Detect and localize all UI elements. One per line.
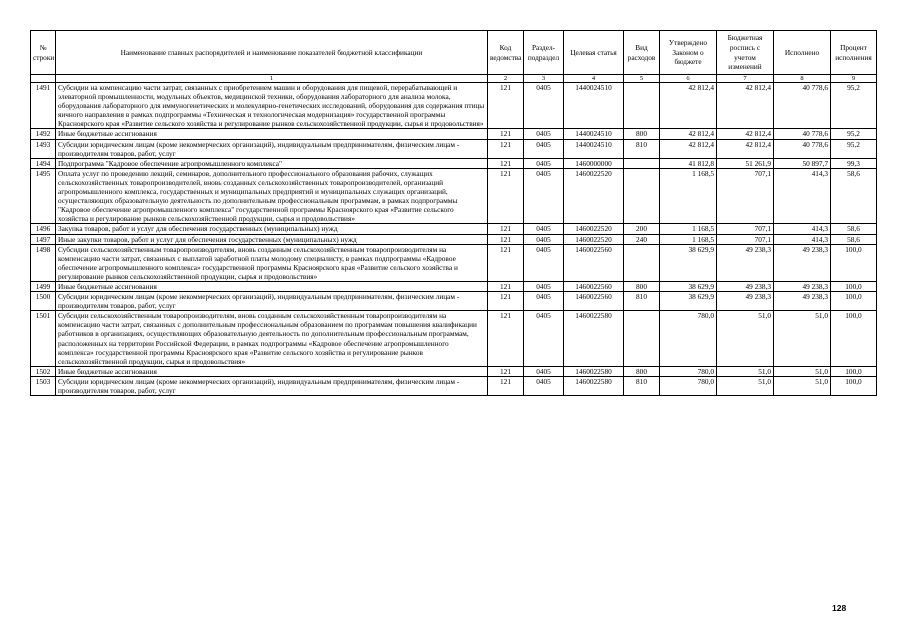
department-code-cell: 121 xyxy=(488,292,524,311)
approved-amount-cell: 38 629,9 xyxy=(660,244,717,281)
expense-type-cell: 800 xyxy=(624,129,660,139)
approved-amount-cell: 1 168,5 xyxy=(660,224,717,234)
target-article-cell: 1460022560 xyxy=(564,292,624,311)
table-row xyxy=(31,281,877,291)
name-cell: Закупка товаров, работ и услуг для обеспечения государственных (муниципальных) нужд xyxy=(56,224,488,234)
header-cell-department-code: Код ведомства xyxy=(488,31,524,75)
target-article-cell: 1460022520 xyxy=(564,168,624,224)
section-cell: 0405 xyxy=(524,244,564,281)
section-cell: 0405 xyxy=(524,234,564,244)
department-code-cell: 121 xyxy=(488,281,524,291)
percent-cell: 58,6 xyxy=(831,168,877,224)
section-cell: 0405 xyxy=(524,311,564,367)
schedule-amount-cell: 42 812,4 xyxy=(717,129,774,139)
column-number: 6 xyxy=(660,75,717,83)
target-article-cell: 1440024510 xyxy=(564,129,624,139)
schedule-amount-cell: 707,1 xyxy=(717,234,774,244)
header-cell-expense-type: Вид расходов xyxy=(624,31,660,75)
name-cell: Иные бюджетные ассигнования xyxy=(56,129,488,139)
target-article-cell: 1460000000 xyxy=(564,158,624,168)
percent-cell: 100,0 xyxy=(831,292,877,311)
target-article-cell: 1460022560 xyxy=(564,244,624,281)
expense-type-cell: 200 xyxy=(624,224,660,234)
target-article-cell: 1460022560 xyxy=(564,281,624,291)
department-code-cell: 121 xyxy=(488,83,524,129)
percent-cell: 58,6 xyxy=(831,224,877,234)
expense-type-cell: 800 xyxy=(624,281,660,291)
section-cell: 0405 xyxy=(524,139,564,158)
name-cell: Иные бюджетные ассигнования xyxy=(56,366,488,376)
header-cell-row-number: № строки xyxy=(31,31,56,75)
column-number: 7 xyxy=(717,75,774,83)
executed-amount-cell: 51,0 xyxy=(774,366,831,376)
percent-cell: 100,0 xyxy=(831,281,877,291)
table-row xyxy=(31,311,877,367)
department-code-cell: 121 xyxy=(488,158,524,168)
expense-type-cell: 810 xyxy=(624,292,660,311)
approved-amount-cell: 38 629,9 xyxy=(660,292,717,311)
schedule-amount-cell: 707,1 xyxy=(717,168,774,224)
executed-amount-cell: 414,3 xyxy=(774,234,831,244)
percent-cell: 95,2 xyxy=(831,83,877,129)
executed-amount-cell: 50 897,7 xyxy=(774,158,831,168)
percent-cell: 100,0 xyxy=(831,366,877,376)
row-number-cell: 1496 xyxy=(31,224,56,234)
section-cell: 0405 xyxy=(524,376,564,395)
name-cell: Субсидии сельскохозяйственным товаропроизводителям, вновь созданным сельскохозяйственным товаропроизводителям на компенсацию части затрат, связанных с дополнительным профессиональным образованием по программам повышения квалификации работников в организациях, осуществляющих образовательную деятельность по дополнительным профессиональным программам, расположенных на территории Российской Федерации, в рамках подпрограммы «Кадровое обеспечение агропромышленного комплекса» государственной программы Красноярского края «Развитие сельского хозяйства и регулирование рынков сельскохозяйственной продукции, сырья и продовольствия» xyxy=(56,311,488,367)
section-cell: 0405 xyxy=(524,168,564,224)
approved-amount-cell: 1 168,5 xyxy=(660,234,717,244)
expense-type-cell xyxy=(624,83,660,129)
expense-type-cell xyxy=(624,168,660,224)
percent-cell: 95,2 xyxy=(831,129,877,139)
table-row xyxy=(31,168,877,224)
name-cell: Иные бюджетные ассигнования xyxy=(56,281,488,291)
column-number-row xyxy=(31,75,877,83)
percent-cell: 58,6 xyxy=(831,234,877,244)
table-row xyxy=(31,366,877,376)
column-number: 8 xyxy=(774,75,831,83)
department-code-cell: 121 xyxy=(488,234,524,244)
executed-amount-cell: 49 238,3 xyxy=(774,281,831,291)
row-number-cell: 1494 xyxy=(31,158,56,168)
schedule-amount-cell: 42 812,4 xyxy=(717,83,774,129)
percent-cell: 100,0 xyxy=(831,244,877,281)
table-row xyxy=(31,129,877,139)
approved-amount-cell: 42 812,4 xyxy=(660,83,717,129)
approved-amount-cell: 41 812,8 xyxy=(660,158,717,168)
page-number: 128 xyxy=(832,603,847,613)
target-article-cell: 1440024510 xyxy=(564,139,624,158)
department-code-cell: 121 xyxy=(488,224,524,234)
column-number: 9 xyxy=(831,75,877,83)
department-code-cell: 121 xyxy=(488,366,524,376)
expense-type-cell xyxy=(624,244,660,281)
name-cell: Подпрограмма "Кадровое обеспечение агропромышленного комплекса" xyxy=(56,158,488,168)
department-code-cell: 121 xyxy=(488,129,524,139)
department-code-cell: 121 xyxy=(488,139,524,158)
schedule-amount-cell: 51,0 xyxy=(717,366,774,376)
section-cell: 0405 xyxy=(524,83,564,129)
section-cell: 0405 xyxy=(524,292,564,311)
table-row xyxy=(31,224,877,234)
section-cell: 0405 xyxy=(524,129,564,139)
table-row xyxy=(31,376,877,395)
department-code-cell: 121 xyxy=(488,376,524,395)
expense-type-cell: 810 xyxy=(624,376,660,395)
column-number: 4 xyxy=(564,75,624,83)
schedule-amount-cell: 42 812,4 xyxy=(717,139,774,158)
table-row xyxy=(31,158,877,168)
executed-amount-cell: 49 238,3 xyxy=(774,244,831,281)
expense-type-cell xyxy=(624,158,660,168)
expense-type-cell: 800 xyxy=(624,366,660,376)
percent-cell: 100,0 xyxy=(831,376,877,395)
row-number-cell: 1500 xyxy=(31,292,56,311)
executed-amount-cell: 49 238,3 xyxy=(774,292,831,311)
row-number-cell: 1502 xyxy=(31,366,56,376)
executed-amount-cell: 40 778,6 xyxy=(774,83,831,129)
section-cell: 0405 xyxy=(524,366,564,376)
schedule-amount-cell: 49 238,3 xyxy=(717,244,774,281)
schedule-amount-cell: 51 261,9 xyxy=(717,158,774,168)
target-article-cell: 1460022580 xyxy=(564,311,624,367)
executed-amount-cell: 40 778,6 xyxy=(774,129,831,139)
department-code-cell: 121 xyxy=(488,168,524,224)
header-cell-section: Раздел-подраздел xyxy=(524,31,564,75)
row-number-cell: 1498 xyxy=(31,244,56,281)
header-cell-approved: Утверждено Законом о бюджете xyxy=(660,31,717,75)
header-cell-schedule: Бюджетная роспись с учетом изменений xyxy=(717,31,774,75)
schedule-amount-cell: 49 238,3 xyxy=(717,292,774,311)
row-number-cell: 1501 xyxy=(31,311,56,367)
schedule-amount-cell: 51,0 xyxy=(717,376,774,395)
name-cell: Субсидии сельскохозяйственным товаропроизводителям, вновь созданным сельскохозяйственным товаропроизводителям на компенсацию части затрат, связанных с выплатой заработной платы молодому специалисту, в рамках подпрограммы «Кадровое обеспечение агропромышленного комплекса» государственной программы Красноярского края «Развитие сельского хозяйства и регулирование рынков сельскохозяйственной продукции, сырья и продовольствия» xyxy=(56,244,488,281)
executed-amount-cell: 414,3 xyxy=(774,168,831,224)
header-cell-executed: Исполнено xyxy=(774,31,831,75)
row-number-cell: 1499 xyxy=(31,281,56,291)
expense-type-cell: 240 xyxy=(624,234,660,244)
column-number: 1 xyxy=(56,75,488,83)
column-number: 2 xyxy=(488,75,524,83)
executed-amount-cell: 414,3 xyxy=(774,224,831,234)
approved-amount-cell: 780,0 xyxy=(660,311,717,367)
table-row xyxy=(31,292,877,311)
percent-cell: 100,0 xyxy=(831,311,877,367)
executed-amount-cell: 51,0 xyxy=(774,311,831,367)
section-cell: 0405 xyxy=(524,158,564,168)
schedule-amount-cell: 707,1 xyxy=(717,224,774,234)
header-cell-name: Наименование главных распорядителей и наименование показателей бюджетной классификации xyxy=(56,31,488,75)
approved-amount-cell: 42 812,4 xyxy=(660,129,717,139)
approved-amount-cell: 780,0 xyxy=(660,376,717,395)
name-cell: Иные закупки товаров, работ и услуг для обеспечения государственных (муниципальных) нужд xyxy=(56,234,488,244)
table-row xyxy=(31,244,877,281)
target-article-cell: 1440024510 xyxy=(564,83,624,129)
expense-type-cell: 810 xyxy=(624,139,660,158)
approved-amount-cell: 1 168,5 xyxy=(660,168,717,224)
target-article-cell: 1460022580 xyxy=(564,366,624,376)
row-number-cell: 1503 xyxy=(31,376,56,395)
table-row xyxy=(31,139,877,158)
header-cell-percent: Процент исполнения xyxy=(831,31,877,75)
percent-cell: 95,2 xyxy=(831,139,877,158)
row-number-cell: 1492 xyxy=(31,129,56,139)
department-code-cell: 121 xyxy=(488,244,524,281)
section-cell: 0405 xyxy=(524,224,564,234)
budget-table xyxy=(30,30,877,396)
column-number: 5 xyxy=(624,75,660,83)
name-cell: Оплата услуг по проведению лекций, семинаров, дополнительного профессионального образования рабочих, служащих сельскохозяйственных товаропроизводителей, вновь созданных сельскохозяйственных товаропроизводителей, организаций агропромышленного комплекса, государственных и муниципальных предприятий и муниципальных служащих организаций, осуществляющих образовательную деятельность по дополнительным профессиональным программам, в рамках подпрограммы "Кадровое обеспечение агропромышленного комплекса" государственной программы Красноярского края «Развитие сельского хозяйства и регулирование рынков сельскохозяйственной продукции, сырья и продовольствия» xyxy=(56,168,488,224)
name-cell: Субсидии на компенсацию части затрат, связанных с приобретением машин и оборудования для пищевой, перерабатывающей и элеваторной промышленности, модульных объектов, медицинской техники, оборудования лабораторного для анализа молока, оборудования лабораторного для иммуногенетических и молекулярно-генетических исследований, оборудования для содержания птицы яичного направления в рамках подпрограммы «Техническая и технологическая модернизация» государственной программы Красноярского края «Развитие сельского хозяйства и регулирование рынков сельскохозяйственной продукции, сырья и продовольствия» xyxy=(56,83,488,129)
header-cell-target-article: Целевая статья xyxy=(564,31,624,75)
name-cell: Субсидии юридическим лицам (кроме некоммерческих организаций), индивидуальным предпринимателям, физическим лицам - производителям товаров, работ, услуг xyxy=(56,376,488,395)
approved-amount-cell: 42 812,4 xyxy=(660,139,717,158)
executed-amount-cell: 51,0 xyxy=(774,376,831,395)
approved-amount-cell: 38 629,9 xyxy=(660,281,717,291)
column-number xyxy=(31,75,56,83)
name-cell: Субсидии юридическим лицам (кроме некоммерческих организаций), индивидуальным предпринимателям, физическим лицам - производителям товаров, работ, услуг xyxy=(56,292,488,311)
schedule-amount-cell: 51,0 xyxy=(717,311,774,367)
row-number-cell: 1495 xyxy=(31,168,56,224)
percent-cell: 99,3 xyxy=(831,158,877,168)
table-row xyxy=(31,234,877,244)
executed-amount-cell: 40 778,6 xyxy=(774,139,831,158)
table-body xyxy=(31,83,877,396)
expense-type-cell xyxy=(624,311,660,367)
target-article-cell: 1460022580 xyxy=(564,376,624,395)
header-row xyxy=(31,31,877,75)
row-number-cell: 1491 xyxy=(31,83,56,129)
row-number-cell: 1493 xyxy=(31,139,56,158)
column-number: 3 xyxy=(524,75,564,83)
approved-amount-cell: 780,0 xyxy=(660,366,717,376)
target-article-cell: 1460022520 xyxy=(564,224,624,234)
department-code-cell: 121 xyxy=(488,311,524,367)
section-cell: 0405 xyxy=(524,281,564,291)
row-number-cell: 1497 xyxy=(31,234,56,244)
schedule-amount-cell: 49 238,3 xyxy=(717,281,774,291)
table-row xyxy=(31,83,877,129)
name-cell: Субсидии юридическим лицам (кроме некоммерческих организаций), индивидуальным предпринимателям, физическим лицам - производителям товаров, работ, услуг xyxy=(56,139,488,158)
target-article-cell: 1460022520 xyxy=(564,234,624,244)
